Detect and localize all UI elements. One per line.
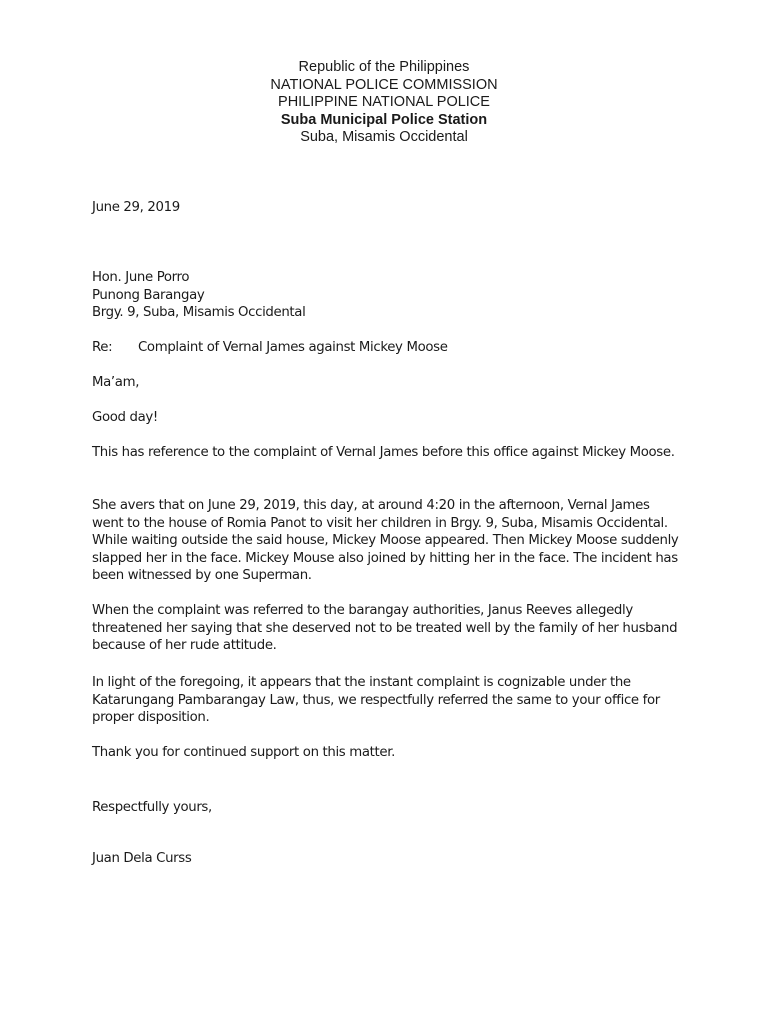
subject-line [92,339,680,357]
subject-text: Complaint of Vernal James against Mickey Moose [138,340,448,355]
addressee-title: Punong Barangay [92,287,205,303]
paragraph-reference: This has reference to the complaint of Vernal James before this office against Mickey Moose. [92,445,675,460]
letter-date: June 29, 2019 [92,200,180,215]
paragraph-referral: In light of the foregoing, it appears that the instant complaint is cognizable under the Katarungang Pambarangay Law, thus, we respectfully referred the same to your office for proper disposition. [92,675,660,725]
paragraph-incident: She avers that on June 29, 2019, this day, at around 4:20 in the afternoon, Vernal James went to the house of Romia Panot to visit her children in Brgy. 9, Suba, Misamis Occidental. While waiting outside the said house, Mickey Moose appeared. Then Mickey Moose suddenly slapped her in the face. Mickey Mouse also joined by hitting her in the face. The incident has been witnessed by one Superman. [92,498,679,583]
addressee-block [92,269,680,322]
salutation: Ma’am, [92,375,140,390]
letterhead-location: Suba, Misamis Occidental [300,129,468,145]
greeting: Good day! [92,410,158,425]
subject-label: Re: [92,340,113,355]
signatory-name: Juan Dela Curss [92,851,192,866]
letterhead-napolcom: NATIONAL POLICE COMMISSION [270,76,498,93]
letterhead-station: Suba Municipal Police Station [280,111,488,128]
paragraph-thanks: Thank you for continued support on this matter. [92,745,395,760]
closing: Respectfully yours, [92,800,212,815]
addressee-address: Brgy. 9, Suba, Misamis Occidental [92,305,306,320]
letterhead [0,59,768,147]
letterhead-pnp: PHILIPPINE NATIONAL POLICE [278,94,490,110]
letterhead-republic: Republic of the Philippines [298,59,470,75]
addressee-name: Hon. June Porro [92,270,190,285]
paragraph-threat: When the complaint was referred to the barangay authorities, Janus Reeves allegedly threatened her saying that she deserved not to be treated well by the family of her husband because of her rude attitude. [92,603,678,653]
